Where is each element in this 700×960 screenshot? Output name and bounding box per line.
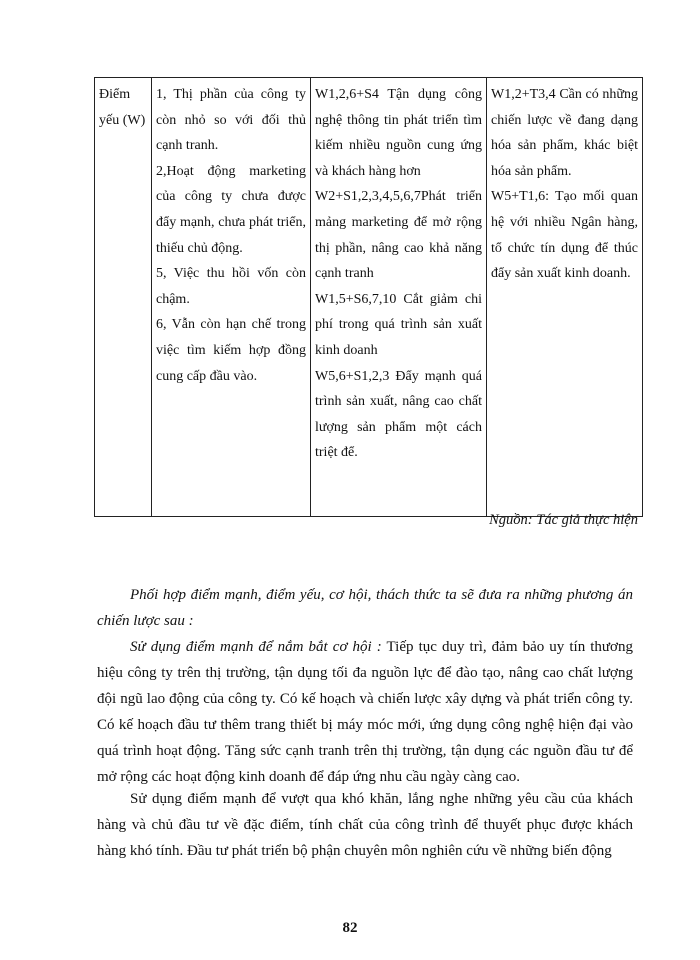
weakness-label: Điểm yếu (W) <box>99 87 146 128</box>
wo-strategy-item: W1,5+S6,7,10 Cắt giảm chi phí trong quá trình sản xuất kinh doanh <box>315 291 482 358</box>
wo-strategy-item: W5,6+S1,2,3 Đẩy mạnh quá trình sản xuất, nâng cao chất lượng sản phẩm một cách triệt để. <box>315 368 482 461</box>
weakness-item: 6, Vẫn còn hạn chế trong việc tìm kiếm hợp đồng cung cấp đầu vào. <box>156 317 306 384</box>
weakness-list-cell <box>152 78 311 517</box>
weakness-item: 1, Thị phần của công ty còn nhỏ so với đối thủ cạnh tranh. <box>156 87 306 154</box>
so-strategy-body: Tiếp tục duy trì, đảm bảo uy tín thương hiệu công ty trên thị trường, tận dụng tối đa nguồn lực để đào tạo, nâng cao chất lượng đội ngũ lao động của công ty. Có kế hoạch và chiến lược xây dựng và phát triển công ty. Có kế hoạch đầu tư thêm trang thiết bị máy móc mới, ứng dụng công nghệ hiện đại vào quá trình hoạt động. Tăng sức cạnh tranh trên thị trường, tận dụng các nguồn đầu tư để mở rộng các hoạt động kinh doanh để đáp ứng nhu cầu ngày càng cao. <box>97 639 633 785</box>
page-number: 82 <box>342 920 358 936</box>
weakness-label-cell <box>95 78 152 517</box>
weakness-item: 2,Hoạt động marketing của công ty chưa được đẩy mạnh, chưa phát triển, thiếu chủ động. <box>156 163 306 256</box>
so-strategy-paragraph <box>97 634 633 790</box>
wo-strategy-item: W2+S1,2,3,4,5,6,7Phát triển mảng marketing để mở rộng thị phần, nâng cao khả năng cạnh tranh <box>315 189 482 282</box>
st-strategy-paragraph: Sử dụng điểm mạnh để vượt qua khó khăn, lắng nghe những yêu cầu của khách hàng và chủ đầu tư về đặc điểm, tính chất của công trình để thuyết phục được khách hàng khó tính. Đầu tư phát triển bộ phận chuyên môn nghiên cứu về những biến động <box>97 791 633 859</box>
weakness-item: 5, Việc thu hồi vốn còn chậm. <box>156 266 306 307</box>
swot-table <box>94 77 643 517</box>
wo-strategy-cell <box>311 78 487 517</box>
wt-strategy-cell <box>487 78 643 517</box>
wt-strategy-item: W1,2+T3,4 Cần có những chiến lược về đang dạng hóa sản phẩm, khác biệt hóa sản phẩm. <box>491 87 638 179</box>
table-source-note: Nguồn: Tác giả thực hiện <box>489 512 638 528</box>
wo-strategy-item: W1,2,6+S4 Tận dụng công nghệ thông tin phát triển tìm kiếm nhiều nguồn cung ứng và khách hàng hơn <box>315 87 482 179</box>
wt-strategy-item: W5+T1,6: Tạo mối quan hệ với nhiều Ngân hàng, tổ chức tín dụng để thúc đẩy sản xuất kinh doanh. <box>491 189 638 282</box>
so-strategy-title: Sử dụng điểm mạnh để nắm bắt cơ hội : <box>130 639 382 655</box>
table-row <box>95 78 643 517</box>
intro-paragraph: Phối hợp điểm mạnh, điểm yếu, cơ hội, thách thức ta sẽ đưa ra những phương án chiến lược sau : <box>97 587 633 629</box>
